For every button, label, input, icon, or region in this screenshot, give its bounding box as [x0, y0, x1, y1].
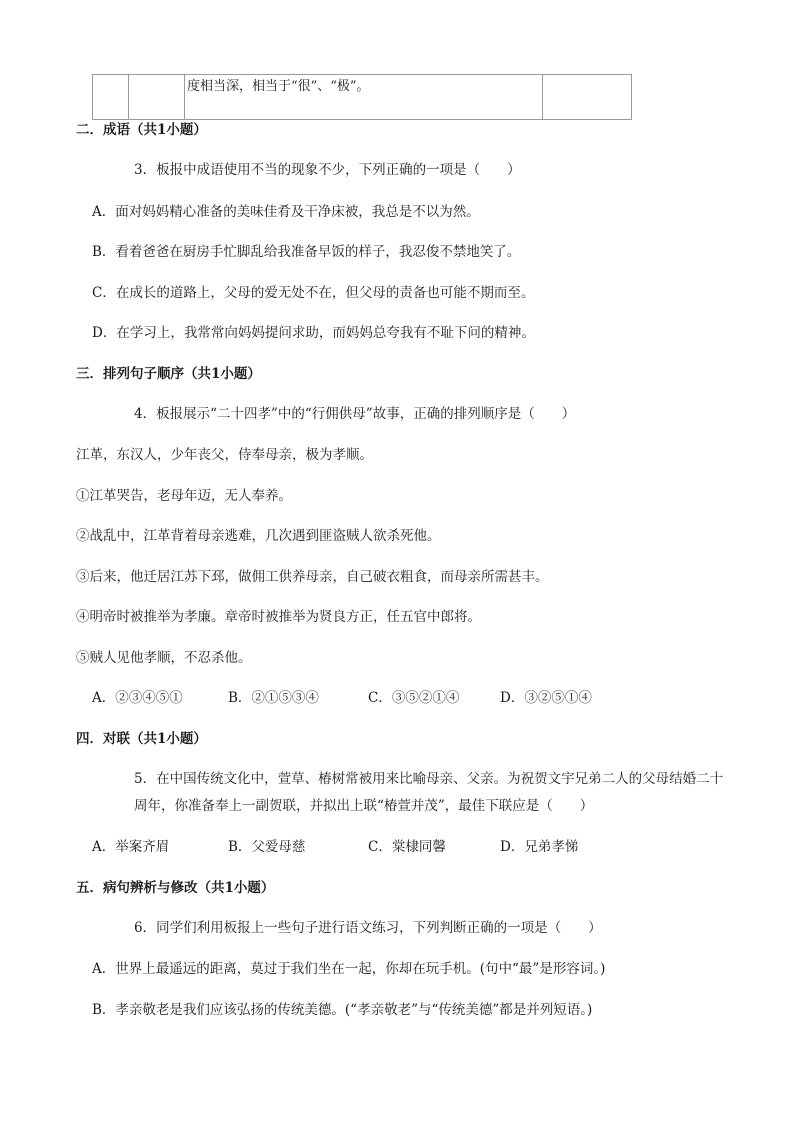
table-cell-text: 度相当深，相当于“很”、“极”。 [184, 75, 542, 120]
question-5-option-c: C．棠棣同馨 [368, 839, 446, 855]
question-4-option-d: D．③②⑤①④ [500, 690, 592, 706]
question-6-option-b: B．孝亲敬老是我们应该弘扬的传统美德。(“孝亲敬老”与“传统美德”都是并列短语。) [92, 1002, 593, 1018]
question-6-option-a: A．世界上最遥远的距离，莫过于我们坐在一起，你却在玩手机。(句中“最”是形容词。) [92, 961, 606, 977]
question-3-stem: 3．板报中成语使用不当的现象不少，下列正确的一项是（ ） [134, 162, 521, 178]
question-4-stem: 4．板报展示“二十四孝”中的“行佣供母”故事，正确的排列顺序是（ ） [134, 406, 576, 422]
table-cell-empty [128, 75, 184, 120]
table-cell-empty [93, 75, 129, 120]
question-3-option-c: C．在成长的道路上，父母的爱无处不在，但父母的责备也可能不期而至。 [92, 285, 535, 301]
question-5-option-b: B．父爱母慈 [228, 839, 306, 855]
question-5-stem-line-2: 周年，你准备奉上一副贺联，并拟出上联“椿萱并茂”，最佳下联应是（ ） [134, 798, 594, 814]
section-heading-sentence-errors: 五．病句辨析与修改（共1小题） [76, 880, 275, 896]
section-heading-couplet: 四．对联（共1小题） [76, 731, 207, 747]
question-3-option-a: A．面对妈妈精心准备的美味佳肴及干净床被，我总是不以为然。 [92, 204, 480, 220]
question-3-option-d: D．在学习上，我常常向妈妈提问求助，而妈妈总夸我有不耻下问的精神。 [92, 325, 535, 341]
question-4-option-b: B．②①⑤③④ [228, 690, 319, 706]
question-4-intro: 江革，东汉人，少年丧父，侍奉母亲，极为孝顺。 [76, 447, 373, 463]
table-row [93, 75, 632, 120]
question-5-option-d: D．兄弟孝悌 [500, 839, 579, 855]
question-4-option-a: A．②③④⑤① [92, 690, 183, 706]
question-4-option-c: C．③⑤②①④ [368, 690, 460, 706]
question-4-sentence-1: ①江革哭告，老母年迈，无人奉养。 [76, 488, 292, 504]
question-4-sentence-3: ③后来，他迁居江苏下邳，做佣工供养母亲，自己破衣粗食，而母亲所需甚丰。 [76, 569, 549, 585]
section-heading-sentence-order: 三．排列句子顺序（共1小题） [76, 366, 261, 382]
question-4-sentence-2: ②战乱中，江革背着母亲逃难，几次遇到匪盗贼人欲杀死他。 [76, 528, 441, 544]
question-5-option-a: A．举案齐眉 [92, 839, 170, 855]
question-3-option-b: B．看着爸爸在厨房手忙脚乱给我准备早饭的样子，我忍俊不禁地笑了。 [92, 244, 521, 260]
section-heading-idioms: 二．成语（共1小题） [76, 122, 207, 138]
answer-table [92, 74, 632, 120]
question-5-stem-line-1: 5．在中国传统文化中，萱草、椿树常被用来比喻母亲、父亲。为祝贺文宇兄弟二人的父母结婚二十 [134, 771, 724, 787]
question-4-sentence-5: ⑤贼人见他孝顺，不忍杀他。 [76, 650, 252, 666]
table-cell-empty [542, 75, 631, 120]
question-6-stem: 6．同学们利用板报上一些句子进行语文练习，下列判断正确的一项是（ ） [134, 920, 602, 936]
question-4-sentence-4: ④明帝时被推举为孝廉。章帝时被推举为贤良方正，任五官中郎将。 [76, 609, 481, 625]
